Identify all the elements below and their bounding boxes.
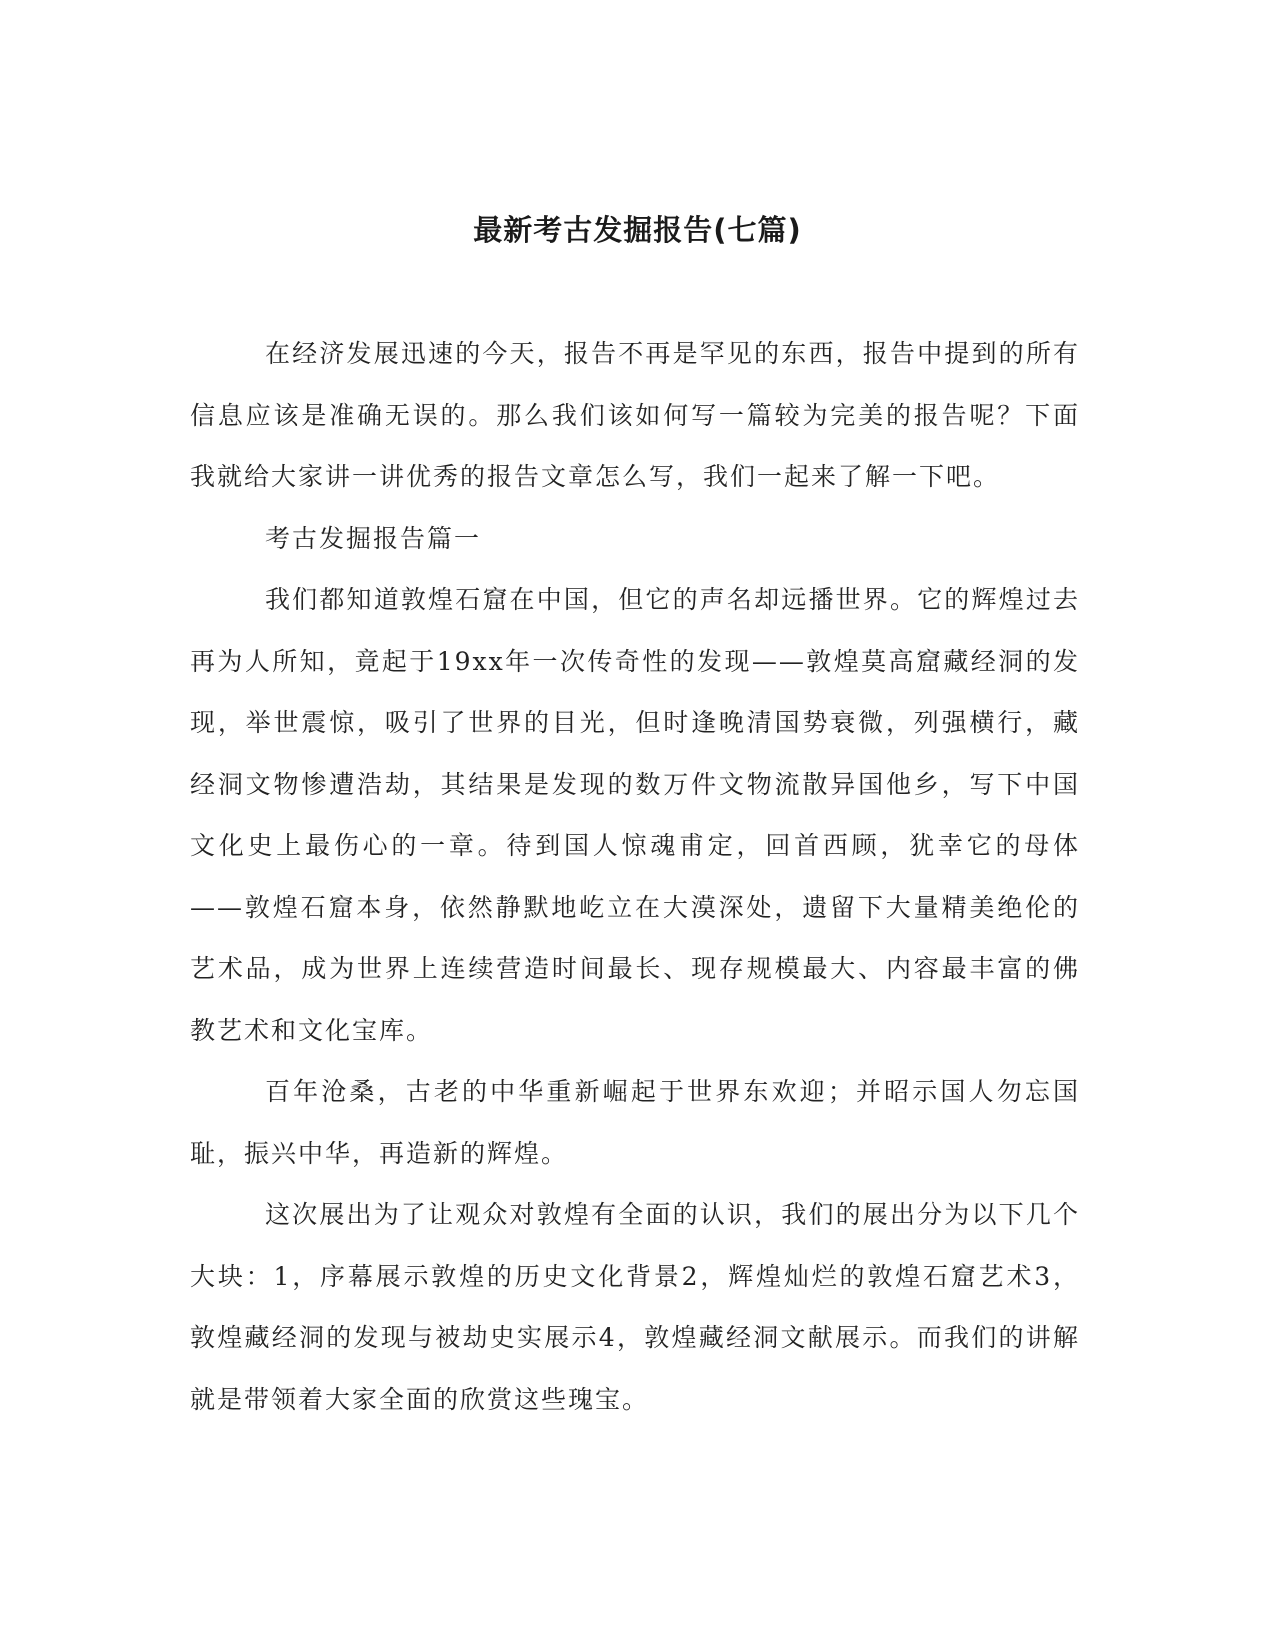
document-title: 最新考古发掘报告(七篇) — [473, 213, 802, 247]
document-body — [190, 323, 1080, 1430]
body-paragraph: 这次展出为了让观众对敦煌有全面的认识，我们的展出分为以下几个大块：1，序幕展示敦煌的历史文化背景2，辉煌灿烂的敦煌石窟艺术3，敦煌藏经洞的发现与被劫史实展示4，敦煌藏经洞文献展示。而我们的讲解就是带领着大家全面的欣赏这些瑰宝。 — [190, 1200, 1080, 1414]
body-paragraph: 我们都知道敦煌石窟在中国，但它的声名却远播世界。它的辉煌过去再为人所知，竟起于19xx年一次传奇性的发现——敦煌莫高窟藏经洞的发现，举世震惊，吸引了世界的目光，但时逢晚清国势衰微，列强横行，藏经洞文物惨遭浩劫，其结果是发现的数万件文物流散异国他乡，写下中国文化史上最伤心的一章。待到国人惊魂甫定，回首西顾，犹幸它的母体——敦煌石窟本身，依然静默地屹立在大漠深处，遗留下大量精美绝伦的艺术品，成为世界上连续营造时间最长、现存规模最大、内容最丰富的佛教艺术和文化宝库。 — [190, 585, 1080, 1045]
section-heading: 考古发掘报告篇一 — [265, 523, 482, 553]
intro-paragraph: 在经济发展迅速的今天，报告不再是罕见的东西，报告中提到的所有信息应该是准确无误的。那么我们该如何写一篇较为完美的报告呢？下面我就给大家讲一讲优秀的报告文章怎么写，我们一起来了解一下吧。 — [190, 339, 1080, 491]
body-paragraph: 百年沧桑，古老的中华重新崛起于世界东欢迎；并昭示国人勿忘国耻，振兴中华，再造新的辉煌。 — [190, 1077, 1080, 1168]
